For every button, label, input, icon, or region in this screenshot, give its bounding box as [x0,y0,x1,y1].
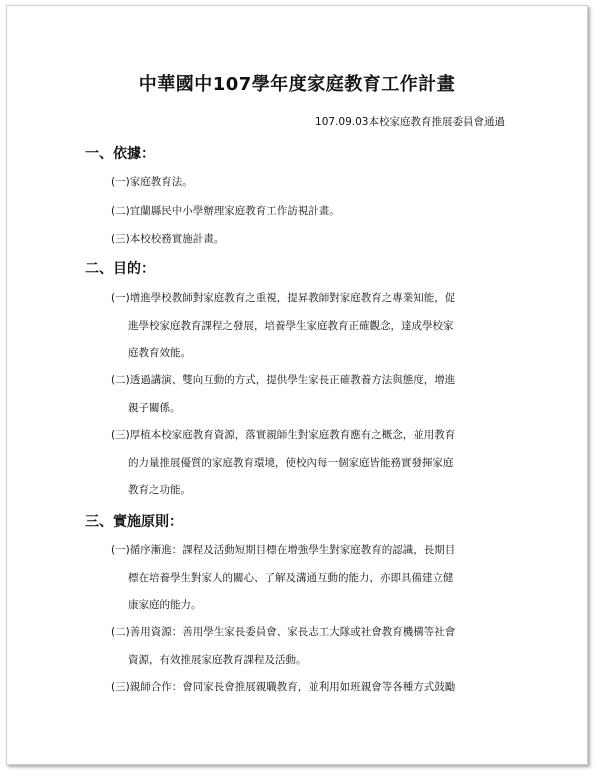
para-line: 的力量推展優質的家庭教育環境，使校內每一個家庭皆能務實發揮家庭 [128,456,454,469]
para-line: (一)循序漸進：課程及活動短期目標在增強學生對家庭教育的認識，長期目 [111,544,456,556]
purpose-para-2 [111,367,481,422]
para-line: 標在培養學生對家人的關心、了解及溝通互動的能力，亦即具備建立健 [128,571,454,584]
section-heading-basis: 一、依據： [85,146,155,162]
para-line: (一)增進學校教師對家庭教育之重視，提昇教師對家庭教育之專業知能，促 [111,292,456,304]
approval-note: 107.09.03本校家庭教育推展委員會通過 [315,116,505,128]
para-line: (三)厚植本校家庭教育資源，落實親師生對家庭教育應有之概念，並用教育 [111,429,456,441]
para-line: 教育之功能。 [128,484,191,496]
purpose-para-3 [111,422,481,505]
principles-para-2 [111,619,481,674]
para-line: 康家庭的能力。 [128,599,202,611]
section-heading-principles: 三、實施原則： [85,514,183,530]
purpose-para-1 [111,285,481,368]
para-line: 親子關係。 [128,401,181,414]
section-heading-purpose: 二、目的： [85,261,155,277]
para-line: 資源，有效推展家庭教育課程及活動。 [128,653,307,666]
document-page [6,5,588,765]
page-title: 中華國中107學年度家庭教育工作計畫 [138,74,456,95]
para-line: (三)親師合作：會同家長會推展親職教育，並利用如班親會等各種方式鼓勵 [111,681,456,693]
para-line: (二)善用資源：善用學生家長委員會、家長志工大隊或社會教育機構等社會 [111,626,456,638]
basis-item-3: (三)本校校務實施計畫。 [111,233,225,245]
basis-item-2: (二)宜蘭縣民中小學辦理家庭教育工作訪視計畫。 [111,205,340,217]
para-line: 庭教育效能。 [128,347,191,359]
para-line: 進學校家庭教育課程之發展，培養學生家庭教育正確觀念，達成學校家 [128,319,454,332]
para-line: (二)透過講演、雙向互動的方式，提供學生家長正確教養方法與態度，增進 [111,374,456,386]
principles-para-3 [111,674,481,702]
principles-para-1 [111,537,481,620]
basis-item-1: (一)家庭教育法。 [111,176,193,188]
